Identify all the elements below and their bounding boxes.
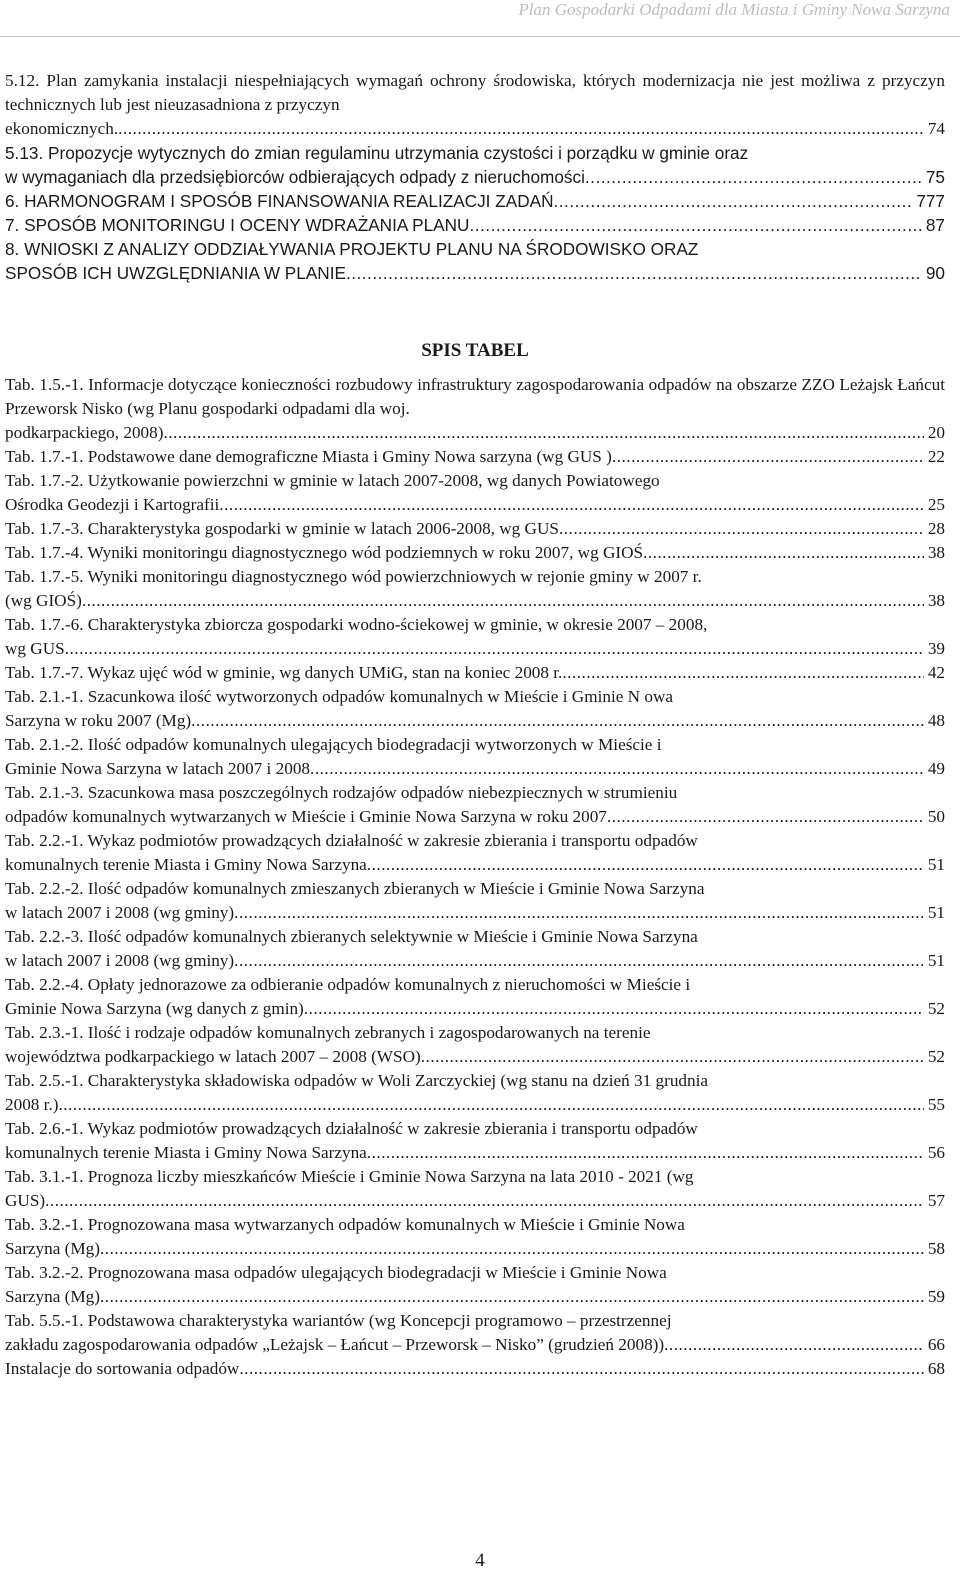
table-entry[interactable] [5, 1021, 945, 1069]
dot-leader [239, 1357, 923, 1381]
dot-leader [367, 1141, 924, 1165]
entry-title: (wg GIOŚ) [5, 591, 82, 610]
page-ref: 28 [927, 519, 945, 538]
entry-text: Tab. 5.5.-1. Podstawowa charakterystyka wariantów (wg Koncepcji programowo – przestrzennej [5, 1311, 672, 1330]
toc-entry[interactable] [5, 141, 945, 189]
dot-leader [367, 853, 924, 877]
dot-leader [562, 661, 923, 685]
entry-line [5, 1045, 945, 1069]
entry-title: odpadów komunalnych wytwarzanych w Mieście i Gminie Nowa Sarzyna w roku 2007 [5, 807, 607, 826]
table-entry[interactable] [5, 661, 945, 685]
entry-line [5, 189, 945, 213]
entry-text: 5.13. Propozycje wytycznych do zmian regulaminu utrzymania czystości i porządku w gminie oraz [5, 143, 749, 163]
entry-line [5, 589, 945, 613]
entry-title: zakładu zagospodarowania odpadów „Leżajsk – Łańcut – Przeworsk – Nisko” (grudzień 2008)) [5, 1335, 665, 1354]
running-header: Plan Gospodarki Odpadami dla Miasta i Gminy Nowa Sarzyna [518, 0, 950, 19]
dot-leader [310, 757, 924, 781]
entry-title: wg GUS [5, 639, 65, 658]
page-ref: 68 [927, 1359, 945, 1378]
page-ref: 20 [927, 423, 945, 442]
dot-leader [45, 1189, 924, 1213]
page-ref: 57 [927, 1191, 945, 1210]
page-ref: 74 [927, 119, 945, 138]
page-ref: 42 [927, 663, 945, 682]
table-entry[interactable] [5, 733, 945, 781]
dot-leader [585, 165, 922, 189]
entry-text: Tab. 2.1.-2. Ilość odpadów komunalnych ulegających biodegradacji wytworzonych w Mieście i [5, 735, 662, 754]
table-entry[interactable] [5, 469, 945, 517]
entry-line [5, 853, 945, 877]
page-ref: 52 [927, 999, 945, 1018]
entry-text: Tab. 2.2.-3. Ilość odpadów komunalnych zbieranych selektywnie w Mieście i Gminie Nowa Sarzyna [5, 927, 698, 946]
dot-leader [346, 261, 922, 285]
entry-title: Instalacje do sortowania odpadów [5, 1359, 240, 1378]
entry-text: Tab. 1.5.-1. Informacje dotyczące konieczności rozbudowy infrastruktury zagospodarowania odpadów na obszarze ZZO Leżajsk Łańcut Przeworsk Nisko (wg Planu gospodarki odpadami dla woj. [5, 375, 945, 418]
table-entry[interactable] [5, 1117, 945, 1165]
table-entry[interactable] [5, 541, 945, 565]
entry-text: Tab. 1.7.-2. Użytkowanie powierzchni w gminie w latach 2007-2008, wg danych Powiatowego [5, 471, 660, 490]
table-entry[interactable] [5, 1069, 945, 1117]
entry-text: Tab. 1.7.-5. Wyniki monitoringu diagnostycznego wód powierzchniowych w rejonie gminy w 2007 r. [5, 567, 702, 586]
dot-leader [234, 901, 924, 925]
entry-line [5, 1093, 945, 1117]
dot-leader [612, 445, 924, 469]
entry-line [5, 493, 945, 517]
entry-title: 7. SPOSÓB MONITORINGU I OCENY WDRAŻANIA PLANU [5, 215, 470, 235]
entry-title: Gminie Nowa Sarzyna w latach 2007 i 2008 [5, 759, 311, 778]
entry-line [5, 165, 945, 189]
entry-text: Tab. 2.2.-2. Ilość odpadów komunalnych zmieszanych zbieranych w Mieście i Gminie Nowa Sarzyna [5, 879, 705, 898]
entry-title: 2008 r.) [5, 1095, 59, 1114]
toc-entry[interactable] [5, 69, 945, 141]
entry-title: Sarzyna w roku 2007 (Mg) [5, 711, 192, 730]
entry-line [5, 1357, 945, 1381]
table-entry[interactable] [5, 445, 945, 469]
entry-title: w latach 2007 i 2008 (wg gminy) [5, 903, 235, 922]
page-ref: 51 [927, 951, 945, 970]
entry-title: w latach 2007 i 2008 (wg gminy) [5, 951, 235, 970]
entry-title: Sarzyna (Mg) [5, 1239, 100, 1258]
page-ref: 75 [925, 167, 945, 187]
entry-text: Tab. 3.1.-1. Prognoza liczby mieszkańców Mieście i Gminie Nowa Sarzyna na lata 2010 - 2021 (wg [5, 1167, 694, 1186]
table-entry[interactable] [5, 517, 945, 541]
entry-title: komunalnych terenie Miasta i Gminy Nowa Sarzyna [5, 855, 367, 874]
entry-line [5, 117, 945, 141]
page-ref: 59 [927, 1287, 945, 1306]
entry-title: Sarzyna (Mg) [5, 1287, 100, 1306]
page-ref: 51 [927, 855, 945, 874]
page-ref: 49 [927, 759, 945, 778]
page-ref: 39 [927, 639, 945, 658]
table-entry[interactable] [5, 1261, 945, 1309]
table-entry[interactable] [5, 1213, 945, 1261]
entry-line [5, 445, 945, 469]
entry-text: 8. WNIOSKI Z ANALIZY ODDZIAŁYWANIA PROJEKTU PLANU NA ŚRODOWISKO ORAZ [5, 239, 699, 259]
entry-title: 6. HARMONOGRAM I SPOSÓB FINANSOWANIA REALIZACJI ZADAŃ [5, 191, 554, 211]
page-ref: 66 [927, 1335, 945, 1354]
dot-leader [469, 213, 921, 237]
dot-leader [421, 1045, 924, 1069]
entry-line [5, 661, 945, 685]
dot-leader [664, 1333, 924, 1357]
entry-text: Tab. 2.1.-1. Szacunkowa ilość wytworzonych odpadów komunalnych w Mieście i Gminie N owa [5, 687, 674, 706]
entry-line [5, 1189, 945, 1213]
entry-line [5, 213, 945, 237]
entry-title: ekonomicznych. [5, 119, 119, 138]
dot-leader [191, 709, 924, 733]
entry-title: komunalnych terenie Miasta i Gminy Nowa Sarzyna [5, 1143, 367, 1162]
entry-text: Tab. 2.3.-1. Ilość i rodzaje odpadów komunalnych zebranych i zagospodarowanych na terenie [5, 1023, 651, 1042]
dot-leader [118, 117, 924, 141]
tables-heading: SPIS TABEL [421, 340, 529, 361]
page-ref: 38 [927, 591, 945, 610]
page-ref: 56 [927, 1143, 945, 1162]
entry-title: Gminie Nowa Sarzyna (wg danych z gmin) [5, 999, 304, 1018]
dot-leader [65, 637, 924, 661]
page-ref: 48 [927, 711, 945, 730]
entry-title: województwa podkarpackiego w latach 2007 – 2008 (WSO) [5, 1047, 421, 1066]
dot-leader [58, 1093, 923, 1117]
entry-line [5, 709, 945, 733]
entry-text: 5.12. Plan zamykania instalacji niespełniających wymagań ochrony środowiska, których modernizacja nie jest możliwa z przyczyn technicznych lub jest nieuzasadniona z przyczyn [5, 71, 945, 114]
entry-line [5, 261, 945, 285]
entry-line [5, 517, 945, 541]
dot-leader [559, 517, 924, 541]
page-ref: 90 [925, 263, 945, 283]
dot-leader [643, 541, 924, 565]
page-ref: 22 [927, 447, 945, 466]
table-entry[interactable] [5, 877, 945, 925]
dot-leader [100, 1285, 924, 1309]
document-body [5, 69, 945, 1381]
entry-title: Tab. 1.7.-4. Wyniki monitoringu diagnostycznego wód podziemnych w roku 2007, wg GIOŚ [5, 543, 644, 562]
entry-text: Tab. 1.7.-6. Charakterystyka zbiorcza gospodarki wodno-ściekowej w gminie, w okresie 2007 – 2008, [5, 615, 708, 634]
entry-title: Ośrodka Geodezji i Kartografii [5, 495, 220, 514]
entry-title: Tab. 1.7.-1. Podstawowe dane demograficzne Miasta i Gminy Nowa sarzyna (wg GUS ) [5, 447, 612, 466]
page-ref: 25 [927, 495, 945, 514]
dot-leader [554, 189, 913, 213]
dot-leader [304, 997, 924, 1021]
entry-line [5, 757, 945, 781]
table-entry[interactable] [5, 685, 945, 733]
entry-title: Tab. 1.7.-7. Wykaz ujęć wód w gminie, wg danych UMiG, stan na koniec 2008 r. [5, 663, 563, 682]
entry-line [5, 805, 945, 829]
entry-text: Tab. 2.5.-1. Charakterystyka składowiska odpadów w Woli Zarczyckiej (wg stanu na dzień 31 grudnia [5, 1071, 709, 1090]
page-ref: 38 [927, 543, 945, 562]
entry-text: Tab. 2.2.-4. Opłaty jednorazowe za odbieranie odpadów komunalnych z nieruchomości w Mieście i [5, 975, 691, 994]
table-entry[interactable] [5, 781, 945, 829]
entry-line [5, 1285, 945, 1309]
page-ref: 87 [925, 215, 945, 235]
dot-leader [219, 493, 924, 517]
entry-line [5, 997, 945, 1021]
entry-title: podkarpackiego, 2008) [5, 423, 164, 442]
dot-leader [100, 1237, 924, 1261]
table-entry[interactable] [5, 613, 945, 661]
page-ref: 51 [927, 903, 945, 922]
dot-leader [607, 805, 924, 829]
dot-leader [163, 421, 923, 445]
header-rule [0, 36, 960, 37]
entry-text: Tab. 2.1.-3. Szacunkowa masa poszczególnych rodzajów odpadów niebezpiecznych w strumieniu [5, 783, 678, 802]
table-entry[interactable] [5, 973, 945, 1021]
page-number: 4 [475, 1550, 485, 1571]
entry-line [5, 421, 945, 445]
entry-line [5, 1333, 945, 1357]
table-entry[interactable] [5, 829, 945, 877]
page-ref: 55 [927, 1095, 945, 1114]
page-ref: 777 [916, 191, 945, 211]
table-entry[interactable] [5, 1309, 945, 1357]
entry-title: Tab. 1.7.-3. Charakterystyka gospodarki w gminie w latach 2006-2008, wg GUS [5, 519, 559, 538]
table-entry[interactable] [5, 925, 945, 973]
page-ref: 58 [927, 1239, 945, 1258]
entry-text: Tab. 2.2.-1. Wykaz podmiotów prowadzących działalność w zakresie zbierania i transportu odpadów [5, 831, 698, 850]
table-entry[interactable] [5, 1357, 945, 1381]
page-ref: 50 [927, 807, 945, 826]
entry-title: SPOSÓB ICH UWZGLĘDNIANIA W PLANIE [5, 263, 346, 283]
table-entry[interactable] [5, 373, 945, 445]
entry-line [5, 541, 945, 565]
toc-entry[interactable] [5, 237, 945, 285]
toc-entry[interactable] [5, 189, 945, 213]
page-ref: 52 [927, 1047, 945, 1066]
entry-title: w wymaganiach dla przedsiębiorców odbierających odpady z nieruchomości [5, 167, 585, 187]
entry-text: Tab. 3.2.-2. Prognozowana masa odpadów ulegających biodegradacji w Mieście i Gminie Nowa [5, 1263, 667, 1282]
dot-leader [234, 949, 924, 973]
entry-line [5, 637, 945, 661]
tables-list [5, 373, 945, 1381]
table-entry[interactable] [5, 565, 945, 613]
entry-title: GUS) [5, 1191, 46, 1210]
table-entry[interactable] [5, 1165, 945, 1213]
entry-line [5, 949, 945, 973]
entry-line [5, 901, 945, 925]
toc-list [5, 69, 945, 285]
toc-entry[interactable] [5, 213, 945, 237]
entry-text: Tab. 2.6.-1. Wykaz podmiotów prowadzących działalność w zakresie zbierania i transportu odpadów [5, 1119, 698, 1138]
dot-leader [82, 589, 924, 613]
entry-text: Tab. 3.2.-1. Prognozowana masa wytwarzanych odpadów komunalnych w Mieście i Gminie Nowa [5, 1215, 685, 1234]
entry-line [5, 1141, 945, 1165]
entry-line [5, 1237, 945, 1261]
